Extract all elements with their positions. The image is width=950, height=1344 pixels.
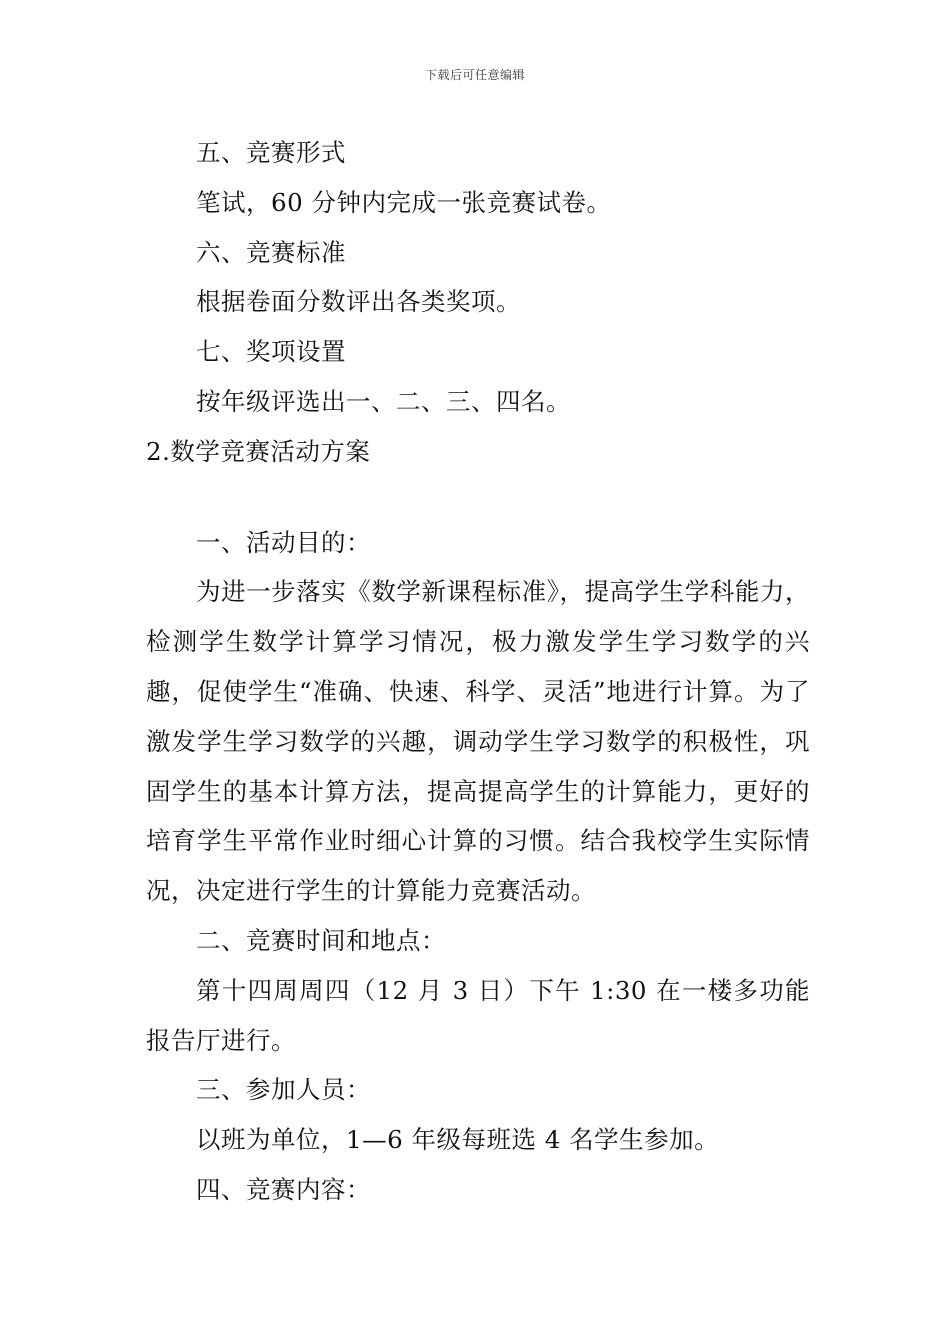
section-title: 2.数学竞赛活动方案 xyxy=(146,436,371,466)
paragraph-time-and-place: 第十四周周四（12 月 3 日）下午 1:30 在一楼多功能报告厅进行。 xyxy=(146,975,810,1055)
heading-competition-format: 五、竞赛形式 xyxy=(196,138,346,167)
paragraph-activity-purpose: 为进一步落实《数学新课程标准》，提高学生学科能力，检测学生数学计算学习情况，极力激发学生学习数学的兴趣，促使学生“准确、快速、科学、灵活”地进行计算。为了激发学生学习数学的兴趣，调动学生学习数学的积极性，巩固学生的基本计算方法，提高提高学生的计算能力，更好的培育学生平常作业时细心计算的习惯。结合我校学生实际情况，决定进行学生的计算能力竞赛活动。 xyxy=(146,577,810,906)
heading-competition-standard: 六、竞赛标准 xyxy=(196,237,346,267)
heading-award-settings: 七、奖项设置 xyxy=(196,337,346,367)
heading-time-and-place: 二、竞赛时间和地点： xyxy=(196,925,446,955)
heading-competition-content: 四、竞赛内容： xyxy=(196,1174,371,1204)
heading-participants: 三、参加人员： xyxy=(196,1075,371,1105)
paragraph-award-settings: 按年级评选出一、二、三、四名。 xyxy=(196,386,571,416)
heading-activity-purpose: 一、活动目的： xyxy=(196,527,371,557)
paragraph-competition-standard: 根据卷面分数评出各类奖项。 xyxy=(196,287,521,317)
paragraph-competition-format: 笔试，60 分钟内完成一张竞赛试卷。 xyxy=(196,187,612,217)
blank-line xyxy=(146,477,810,518)
paragraph-participants: 以班为单位，1—6 年级每班选 4 名学生参加。 xyxy=(196,1125,720,1155)
document-body xyxy=(146,128,810,1215)
page-header: 下载后可任意编辑 xyxy=(424,68,525,82)
